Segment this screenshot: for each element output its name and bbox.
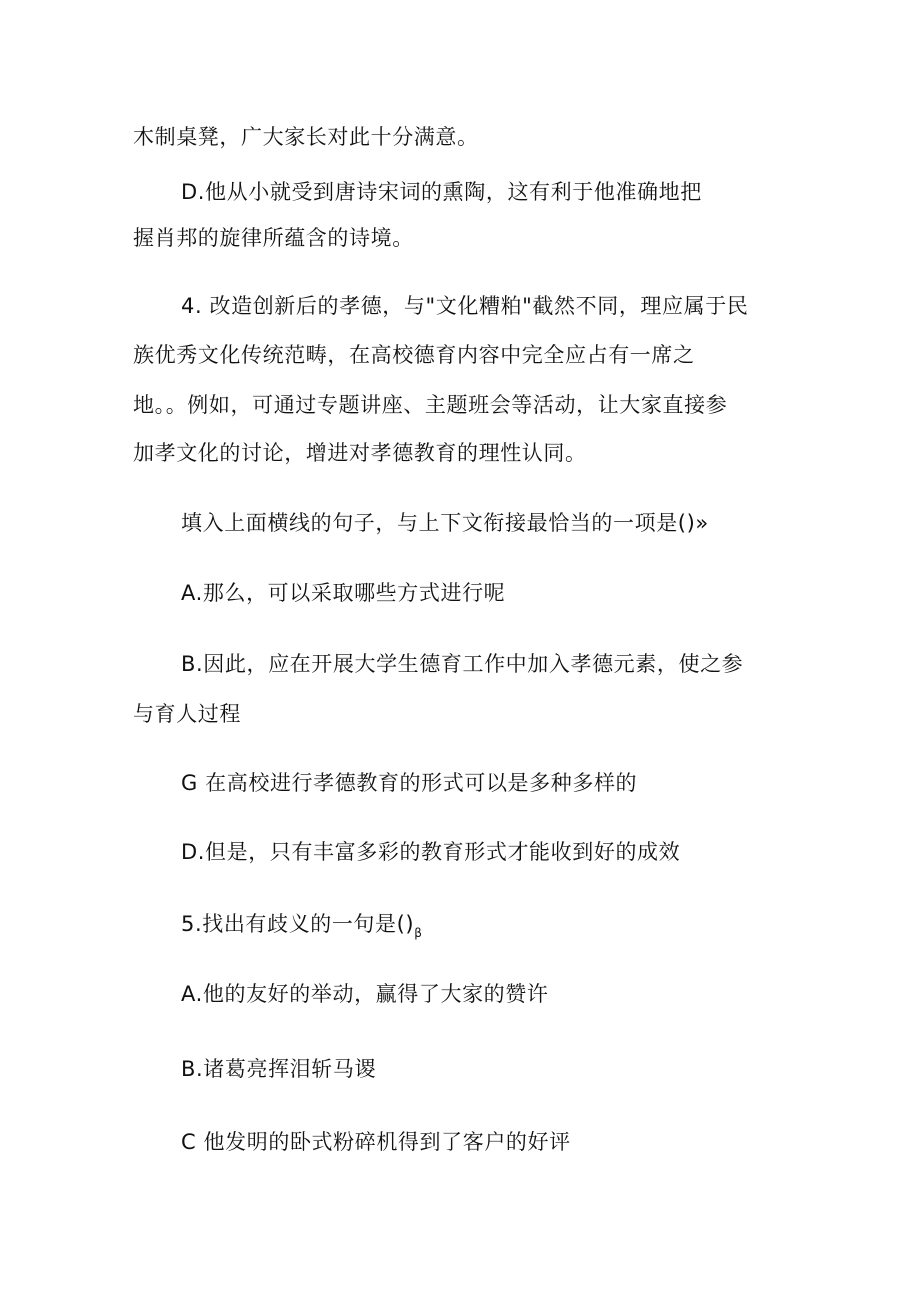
question-5-option-b: B.诸葛亮挥泪斩马谡 [181,1057,377,1081]
text-line-continuation: 木制桌凳，广大家长对此十分满意。 [133,125,479,149]
question-4-line-4: 加孝文化的讨论，增进对孝德教育的理性认同。 [133,441,587,465]
question-4-option-c: G 在高校进行孝德教育的形式可以是多种多样的 [181,771,638,795]
question-4-prompt: 填入上面横线的句子，与上下文衔接最恰当的一项是()» [181,511,709,535]
option-d-line-2: 握肖邦的旋律所蕴含的诗境。 [133,226,414,250]
option-d-line-1: D.他从小就受到唐诗宋词的熏陶，这有利于他准确地把 [181,180,702,204]
question-4-line-3: 地。。例如，可通过专题讲座、主题班会等活动，让大家直接参 [133,393,728,417]
question-4-option-a: A.那么，可以采取哪些方式进行呢 [181,581,506,605]
question-4-option-b-line-2: 与育人过程 [133,702,241,726]
question-4-line-1: 4. 改造创新后的孝德，与"文化糟粕"截然不同，理应属于民 [181,294,749,318]
question-4-line-2: 族优秀文化传统范畴，在高校德育内容中完全应占有一席之 [133,343,695,367]
question-4-option-b-line-1: B.因此，应在开展大学生德育工作中加入孝德元素，使之参 [181,652,744,676]
question-4-option-d: D.但是，只有丰富多彩的教育形式才能收到好的成效 [181,840,681,864]
question-5-suffix: β [414,926,423,940]
question-5-text: 5.找出有歧义的一句是() [181,912,415,936]
question-5-prompt [181,910,423,947]
question-5-option-a: A.他的友好的举动，赢得了大家的赞许 [181,982,549,1006]
question-5-option-c: C 他发明的卧式粉碎机得到了客户的好评 [181,1130,571,1154]
